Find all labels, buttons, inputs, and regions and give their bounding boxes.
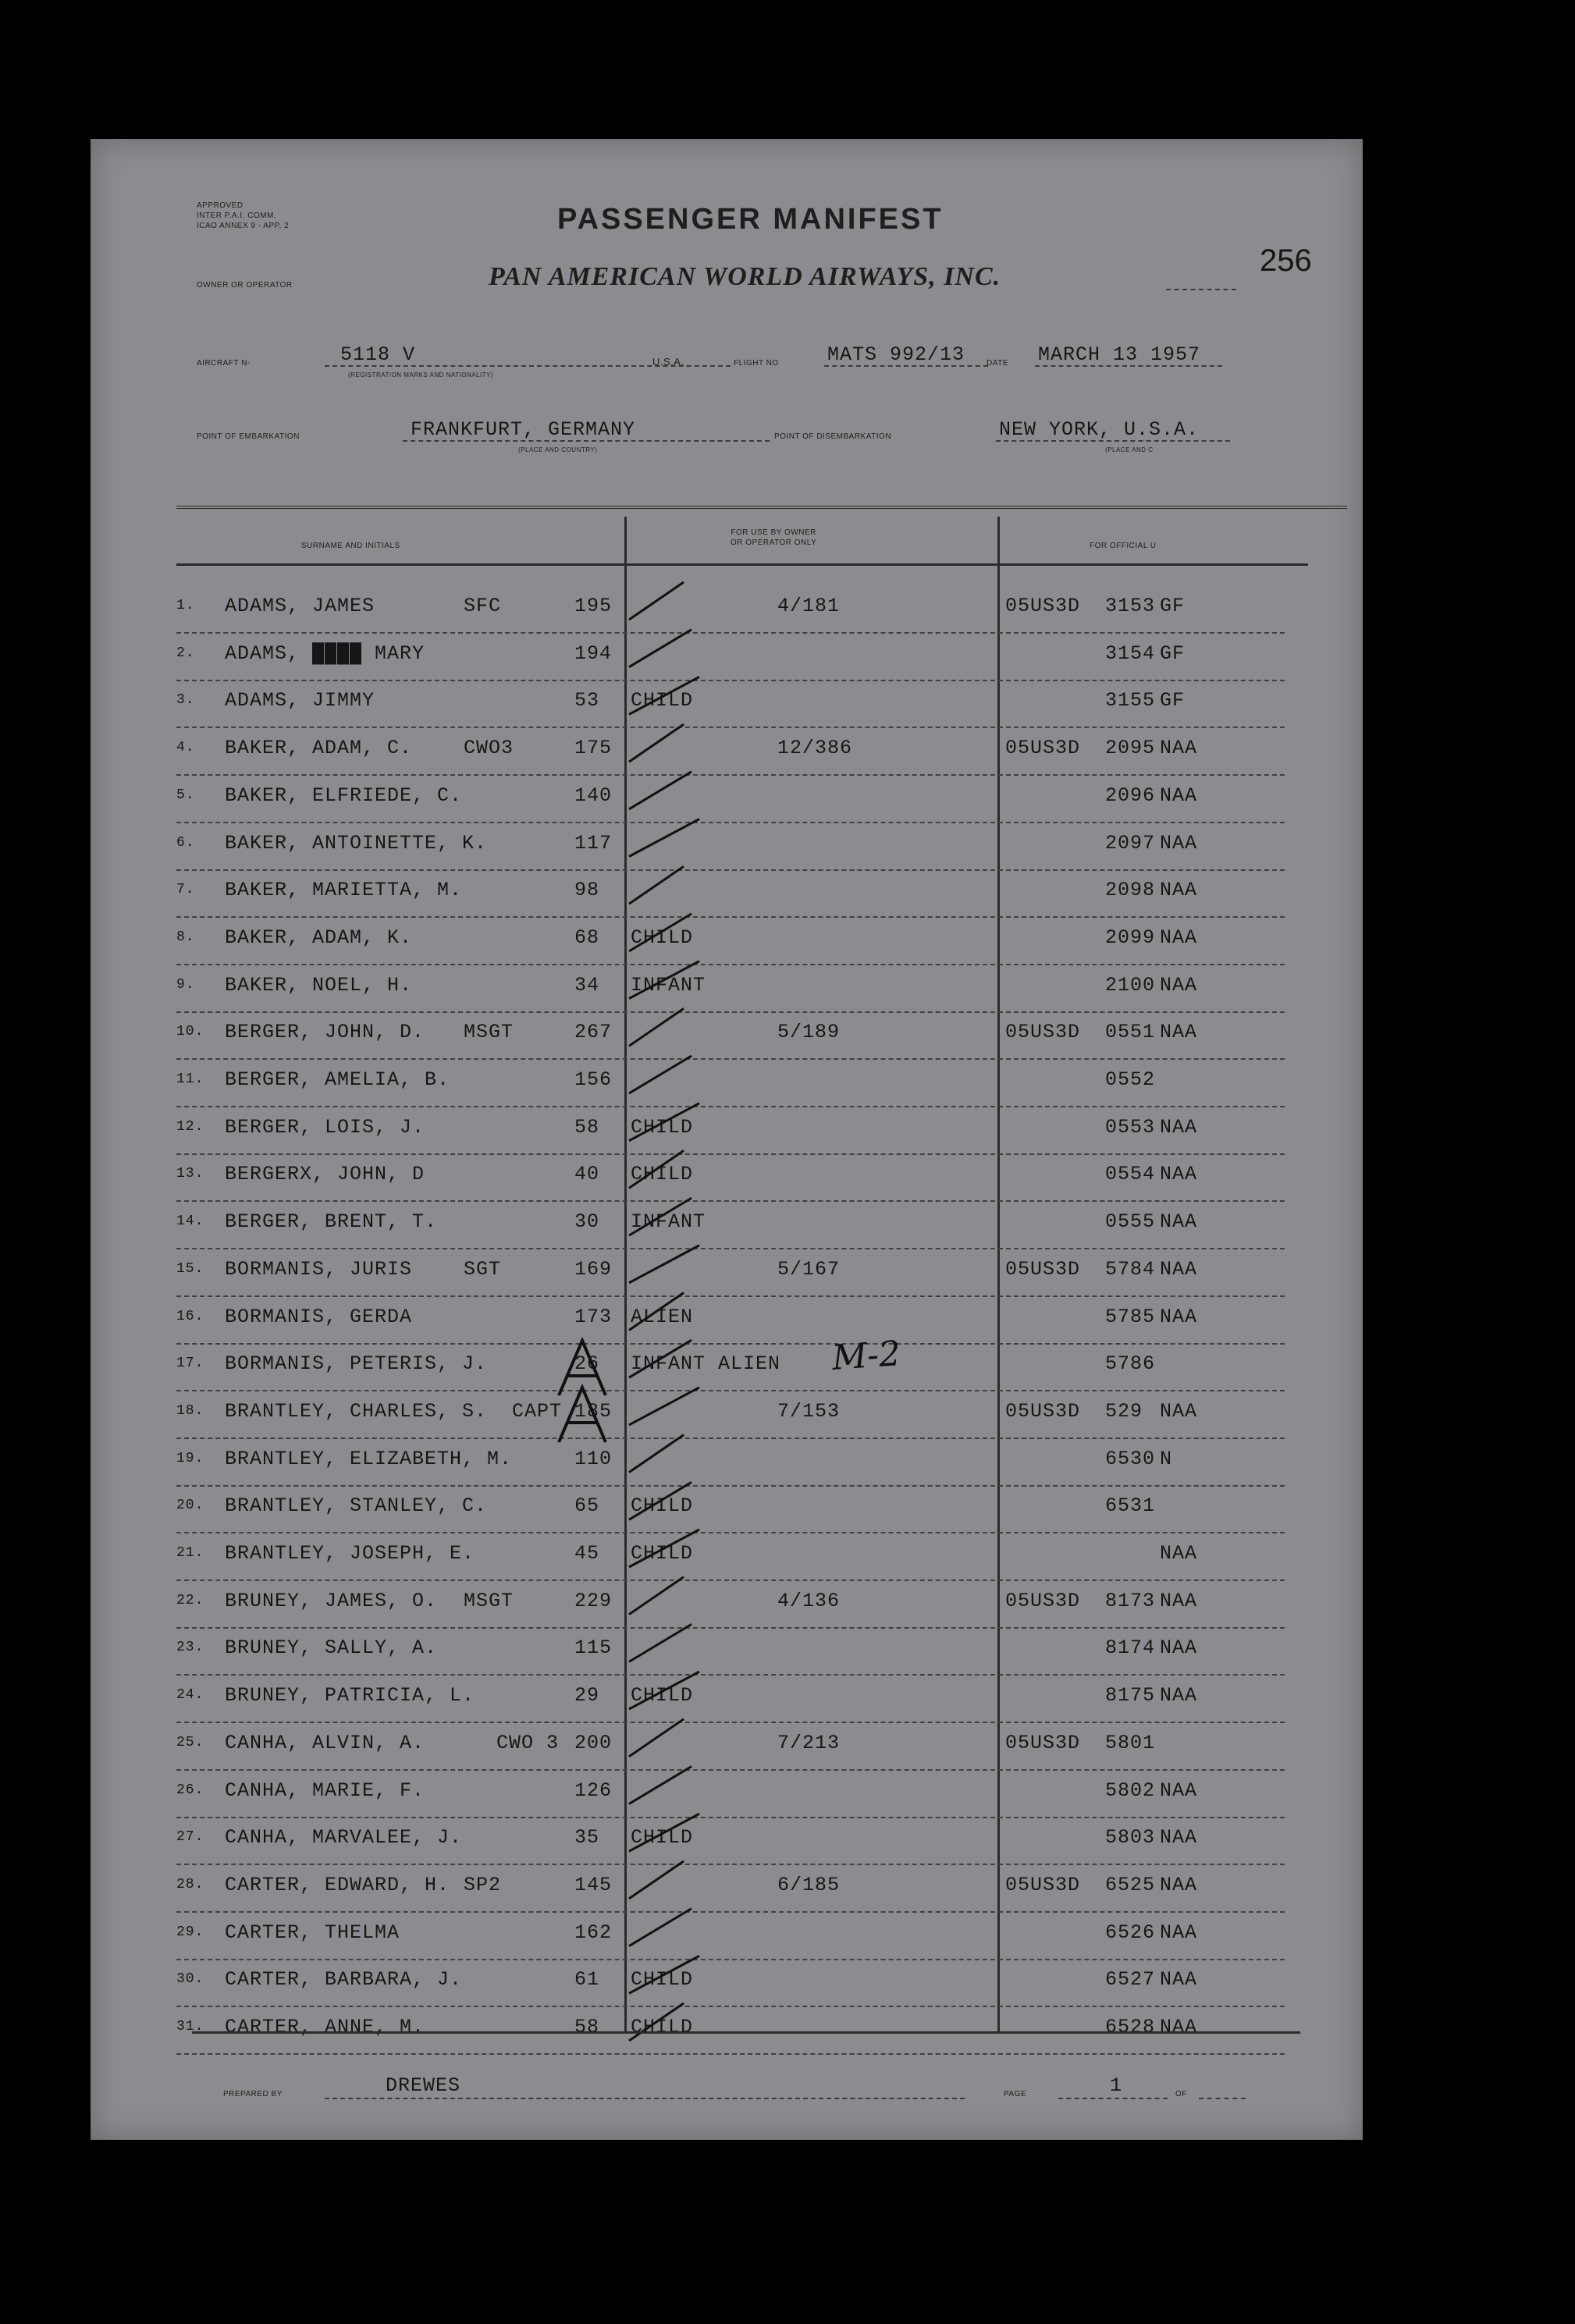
- row-number: 15.: [176, 1260, 204, 1277]
- check-mark: [629, 914, 692, 951]
- passenger-note: INFANT ALIEN: [631, 1352, 781, 1376]
- official-suffix: N: [1160, 1447, 1173, 1470]
- row-number: 5.: [176, 787, 195, 803]
- passenger-note: INFANT: [631, 1210, 706, 1234]
- passenger-name: BERGER, JOHN, D.: [225, 1021, 425, 1044]
- official-suffix: NAA: [1160, 1921, 1198, 1944]
- passenger-weight: 156: [574, 1068, 613, 1091]
- operator-name: PAN AMERICAN WORLD AIRWAYS, INC.: [489, 262, 1001, 291]
- passenger-name: BERGER, LOIS, J.: [225, 1115, 425, 1139]
- owner-label: OWNER OR OPERATOR: [197, 281, 293, 290]
- passenger-weight: 145: [574, 1873, 613, 1896]
- official-code: 2095: [1105, 737, 1156, 760]
- official-ref: 05US3D: [1005, 1399, 1081, 1423]
- row-number: 21.: [176, 1545, 204, 1561]
- passenger-weight: 40: [574, 1163, 600, 1186]
- official-suffix: GF: [1160, 595, 1186, 617]
- official-suffix: GF: [1160, 689, 1186, 712]
- official-code: 5784: [1105, 1257, 1156, 1281]
- passenger-weight: 68: [574, 926, 600, 949]
- official-suffix: NAA: [1160, 1210, 1198, 1234]
- passenger-note: CHILD: [631, 1826, 694, 1850]
- official-code: 6531: [1105, 1494, 1156, 1518]
- official-code: 3154: [1105, 641, 1156, 665]
- official-suffix: NAA: [1160, 926, 1198, 949]
- official-suffix: NAA: [1160, 1779, 1198, 1802]
- check-mark: [629, 677, 699, 714]
- official-code: 8175: [1105, 1684, 1156, 1707]
- check-mark: [629, 1956, 699, 1993]
- row-number: 6.: [176, 834, 195, 851]
- passenger-note: CHILD: [631, 1115, 694, 1139]
- group-number: 5/189: [777, 1021, 841, 1044]
- passenger-name: ADAMS, JAMES: [225, 595, 375, 617]
- group-number: 5/167: [777, 1257, 841, 1281]
- passenger-name: BAKER, ADAM, C.: [225, 737, 413, 760]
- official-suffix: NAA: [1160, 1305, 1198, 1328]
- row-number: 3.: [176, 692, 195, 709]
- official-suffix: NAA: [1160, 784, 1198, 807]
- passenger-note: CHILD: [631, 689, 694, 712]
- row-number: 18.: [176, 1402, 204, 1419]
- passenger-weight: 61: [574, 1968, 600, 1992]
- passenger-note: CHILD: [631, 2016, 694, 2038]
- passenger-note: ALIEN: [631, 1305, 694, 1328]
- row-number: 28.: [176, 1876, 204, 1892]
- check-mark: [629, 1435, 684, 1473]
- row-number: 16.: [176, 1308, 204, 1324]
- row-number: 29.: [176, 1924, 204, 1940]
- passenger-weight: 58: [574, 1115, 600, 1139]
- passenger-note: CHILD: [631, 1542, 694, 1565]
- row-number: 9.: [176, 976, 195, 993]
- row-number: 27.: [176, 1829, 204, 1846]
- check-mark: [629, 1340, 692, 1377]
- passenger-name: BERGERX, JOHN, D: [225, 1163, 425, 1186]
- passenger-weight: 194: [574, 641, 613, 665]
- passenger-weight: 175: [574, 737, 613, 760]
- row-number: 30.: [176, 1971, 204, 1988]
- passenger-rank: SFC: [464, 595, 502, 617]
- passenger-weight: 65: [574, 1494, 600, 1518]
- row-number: 25.: [176, 1734, 204, 1750]
- disembark-label: POINT OF DISEMBARKATION: [774, 432, 892, 441]
- manifest-title: PASSENGER MANIFEST: [557, 203, 944, 236]
- col-surname: SURNAME AND INITIALS: [301, 542, 400, 550]
- official-code: 2098: [1105, 879, 1156, 902]
- official-code: 6527: [1105, 1968, 1156, 1992]
- row-number: 17.: [176, 1356, 204, 1372]
- group-number: 12/386: [777, 737, 853, 760]
- passenger-weight: 110: [574, 1447, 613, 1470]
- official-suffix: NAA: [1160, 1399, 1198, 1423]
- check-mark: [629, 772, 692, 809]
- official-code: 2099: [1105, 926, 1156, 949]
- check-mark: [629, 1861, 684, 1899]
- prepared-by: DREWES: [386, 2074, 461, 2097]
- passenger-weight: 26: [574, 1352, 600, 1376]
- row-number: 11.: [176, 1071, 204, 1087]
- passenger-name: CARTER, ANNE, M.: [225, 2016, 425, 2038]
- passenger-name: BAKER, NOEL, H.: [225, 973, 413, 997]
- row-number: 19.: [176, 1450, 204, 1466]
- official-code: 2100: [1105, 973, 1156, 997]
- row-number: 13.: [176, 1166, 204, 1182]
- passenger-name: BRANTLEY, JOSEPH, E.: [225, 1542, 475, 1565]
- passenger-weight: 185: [574, 1399, 613, 1423]
- group-number: 4/181: [777, 595, 841, 617]
- flight-label: FLIGHT NO: [734, 359, 779, 368]
- official-ref: 05US3D: [1005, 595, 1081, 617]
- check-mark: [629, 1388, 699, 1425]
- check-mark: [629, 1577, 684, 1615]
- row-number: 10.: [176, 1024, 204, 1040]
- approval-line-1: APPROVED: [197, 201, 244, 210]
- passenger-weight: 126: [574, 1779, 613, 1802]
- row-number: 2.: [176, 645, 195, 661]
- check-mark: [629, 1767, 692, 1804]
- passenger-name: BORMANIS, GERDA: [225, 1305, 413, 1328]
- official-suffix: NAA: [1160, 1873, 1198, 1896]
- group-number: 7/213: [777, 1731, 841, 1754]
- row-number: 23.: [176, 1640, 204, 1656]
- group-number: 4/136: [777, 1589, 841, 1612]
- nationality: U.S.A.: [652, 356, 684, 368]
- check-mark: [629, 1814, 699, 1851]
- official-suffix: NAA: [1160, 1826, 1198, 1850]
- aircraft-value: 5118 V: [340, 343, 416, 366]
- passenger-note: CHILD: [631, 1968, 694, 1992]
- official-suffix: NAA: [1160, 1636, 1198, 1660]
- registration-note: (REGISTRATION MARKS AND NATIONALITY): [348, 371, 494, 378]
- passenger-rank: SP2: [464, 1873, 502, 1896]
- passenger-weight: 35: [574, 1826, 600, 1850]
- check-mark: [629, 819, 699, 857]
- group-number: 6/185: [777, 1873, 841, 1896]
- passenger-weight: 140: [574, 784, 613, 807]
- check-mark: [629, 630, 692, 667]
- passenger-name: BORMANIS, PETERIS, J.: [225, 1352, 488, 1376]
- passenger-name: BERGER, BRENT, T.: [225, 1210, 438, 1234]
- passenger-name: CANHA, ALVIN, A.: [225, 1731, 425, 1754]
- row-number: 7.: [176, 882, 195, 898]
- passenger-weight: 169: [574, 1257, 613, 1281]
- passenger-note: CHILD: [631, 1163, 694, 1186]
- passenger-name: BAKER, MARIETTA, M.: [225, 879, 463, 902]
- row-number: 24.: [176, 1687, 204, 1704]
- official-ref: 05US3D: [1005, 1873, 1081, 1896]
- place-note-right: (PLACE AND C: [1105, 446, 1154, 453]
- official-ref: 05US3D: [1005, 1731, 1081, 1754]
- official-code: 2097: [1105, 831, 1156, 855]
- official-suffix: GF: [1160, 641, 1186, 665]
- official-suffix: NAA: [1160, 831, 1198, 855]
- official-code: 5786: [1105, 1352, 1156, 1376]
- check-mark: [629, 2003, 684, 2041]
- passenger-weight: 173: [574, 1305, 613, 1328]
- passenger-note: CHILD: [631, 926, 694, 949]
- passenger-name: BAKER, ANTOINETTE, K.: [225, 831, 488, 855]
- passenger-name: CARTER, THELMA: [225, 1921, 400, 1944]
- official-ref: 05US3D: [1005, 1589, 1081, 1612]
- col-owner-use: FOR USE BY OWNER OR OPERATOR ONLY: [731, 528, 817, 547]
- check-mark: [629, 1293, 684, 1331]
- check-mark: [629, 1103, 699, 1141]
- date-label: DATE: [987, 359, 1008, 368]
- passenger-weight: 229: [574, 1589, 613, 1612]
- passenger-name: CARTER, BARBARA, J.: [225, 1968, 463, 1992]
- official-code: 5803: [1105, 1826, 1156, 1850]
- check-mark: [629, 1719, 684, 1757]
- official-code: 529: [1105, 1399, 1143, 1423]
- official-code: 5802: [1105, 1779, 1156, 1802]
- check-mark: [629, 582, 684, 620]
- approval-line-2: INTER P.A.I. COMM.: [197, 211, 277, 220]
- official-code: 0555: [1105, 1210, 1156, 1234]
- row-number: 22.: [176, 1592, 204, 1608]
- passenger-name: ADAMS, JIMMY: [225, 689, 375, 712]
- official-code: 8174: [1105, 1636, 1156, 1660]
- passenger-name: BRANTLEY, CHARLES, S.: [225, 1399, 488, 1423]
- manifest-sheet: [91, 139, 1363, 2140]
- check-mark: [629, 1624, 692, 1661]
- passenger-name: BAKER, ADAM, K.: [225, 926, 413, 949]
- official-suffix: NAA: [1160, 737, 1198, 760]
- official-code: 0551: [1105, 1021, 1156, 1044]
- passenger-weight: 117: [574, 831, 613, 855]
- check-mark: [629, 724, 684, 762]
- passenger-name: CANHA, MARVALEE, J.: [225, 1826, 463, 1850]
- check-mark: [629, 1246, 699, 1283]
- approval-line-3: ICAO ANNEX 9 - APP. 2: [197, 222, 290, 230]
- passenger-weight: 45: [574, 1542, 600, 1565]
- official-code: 0552: [1105, 1068, 1156, 1091]
- check-mark: [629, 1198, 692, 1235]
- official-suffix: NAA: [1160, 1257, 1198, 1281]
- official-code: 6526: [1105, 1921, 1156, 1944]
- page-label: PAGE: [1004, 2090, 1027, 2098]
- check-mark: [629, 1482, 692, 1519]
- check-marks: [91, 139, 1363, 2140]
- page-number: 256: [1260, 243, 1312, 278]
- passenger-name: BRANTLEY, STANLEY, C.: [225, 1494, 488, 1518]
- passenger-weight: 195: [574, 595, 613, 617]
- passenger-weight: 34: [574, 973, 600, 997]
- official-ref: 05US3D: [1005, 1257, 1081, 1281]
- official-code: 2096: [1105, 784, 1156, 807]
- prepared-label: PREPARED BY: [223, 2090, 283, 2098]
- alien-mark: [559, 1388, 606, 1442]
- passenger-weight: 30: [574, 1210, 600, 1234]
- official-code: 5801: [1105, 1731, 1156, 1754]
- passenger-name: BAKER, ELFRIEDE, C.: [225, 784, 463, 807]
- passenger-name: BRUNEY, PATRICIA, L.: [225, 1684, 475, 1707]
- official-ref: 05US3D: [1005, 1021, 1081, 1044]
- official-code: 3155: [1105, 689, 1156, 712]
- date-value: MARCH 13 1957: [1038, 343, 1201, 366]
- passenger-rank: CWO3: [464, 737, 514, 760]
- passenger-name: BRUNEY, SALLY, A.: [225, 1636, 438, 1660]
- official-code: 8173: [1105, 1589, 1156, 1612]
- passenger-weight: 58: [574, 2016, 600, 2038]
- official-suffix: NAA: [1160, 973, 1198, 997]
- row-number: 1.: [176, 598, 195, 613]
- passenger-name: CARTER, EDWARD, H.: [225, 1873, 450, 1896]
- official-suffix: NAA: [1160, 1021, 1198, 1044]
- check-mark: [629, 1150, 684, 1188]
- official-ref: 05US3D: [1005, 737, 1081, 760]
- passenger-rank: MSGT: [464, 1589, 514, 1612]
- check-mark: [629, 1672, 699, 1709]
- flight-value: MATS 992/13: [827, 343, 965, 366]
- embark-label: POINT OF EMBARKATION: [197, 432, 300, 441]
- passenger-weight: 267: [574, 1021, 613, 1044]
- passenger-name: CANHA, MARIE, F.: [225, 1779, 425, 1802]
- passenger-note: CHILD: [631, 1494, 694, 1518]
- official-suffix: NAA: [1160, 879, 1198, 902]
- passenger-rank: CAPT: [512, 1399, 563, 1423]
- row-number: 26.: [176, 1782, 204, 1798]
- passenger-weight: 200: [574, 1731, 613, 1754]
- official-code: 6525: [1105, 1873, 1156, 1896]
- passenger-rank: SGT: [464, 1257, 502, 1281]
- check-mark: [629, 1909, 692, 1946]
- official-code: 3153: [1105, 595, 1156, 617]
- col-official: FOR OFFICIAL U: [1090, 542, 1157, 550]
- row-number: 4.: [176, 740, 195, 756]
- official-suffix: NAA: [1160, 1542, 1198, 1565]
- official-suffix: NAA: [1160, 2016, 1198, 2038]
- place-note: (PLACE AND COUNTRY): [518, 446, 598, 453]
- passenger-weight: 53: [574, 689, 600, 712]
- row-number: 20.: [176, 1498, 204, 1514]
- official-suffix: NAA: [1160, 1968, 1198, 1992]
- aircraft-label: AIRCRAFT N-: [197, 359, 251, 368]
- passenger-weight: 162: [574, 1921, 613, 1944]
- passenger-name: BERGER, AMELIA, B.: [225, 1068, 450, 1091]
- passenger-weight: 115: [574, 1636, 613, 1660]
- passenger-rank: CWO 3: [496, 1731, 560, 1754]
- of-label: OF: [1175, 2090, 1187, 2098]
- row-number: 8.: [176, 929, 195, 945]
- passenger-weight: 98: [574, 879, 600, 902]
- official-suffix: NAA: [1160, 1684, 1198, 1707]
- row-number: 31.: [176, 2019, 204, 2034]
- official-suffix: NAA: [1160, 1163, 1198, 1186]
- embark-value: FRANKFURT, GERMANY: [411, 418, 636, 441]
- passenger-name: BORMANIS, JURIS: [225, 1257, 413, 1281]
- check-mark: [629, 866, 684, 904]
- official-code: 0553: [1105, 1115, 1156, 1139]
- passenger-weight: 29: [574, 1684, 600, 1707]
- official-code: 5785: [1105, 1305, 1156, 1328]
- page-value: 1: [1110, 2074, 1123, 2097]
- passenger-rank: MSGT: [464, 1021, 514, 1044]
- row-number: 12.: [176, 1118, 204, 1135]
- disembark-value: NEW YORK, U.S.A.: [999, 418, 1200, 441]
- passenger-note: CHILD: [631, 1684, 694, 1707]
- passenger-name: BRANTLEY, ELIZABETH, M.: [225, 1447, 513, 1470]
- passenger-note: INFANT: [631, 973, 706, 997]
- official-code: 0554: [1105, 1163, 1156, 1186]
- check-mark: [629, 1008, 684, 1046]
- official-suffix: NAA: [1160, 1589, 1198, 1612]
- check-mark: [629, 1530, 699, 1567]
- group-number: 7/153: [777, 1399, 841, 1423]
- check-mark: [629, 961, 699, 999]
- passenger-name: ADAMS, ████ MARY: [225, 641, 425, 665]
- official-code: 6528: [1105, 2016, 1156, 2038]
- official-suffix: NAA: [1160, 1115, 1198, 1139]
- official-code: 6530: [1105, 1447, 1156, 1470]
- check-mark: [629, 1056, 692, 1093]
- passenger-name: BRUNEY, JAMES, O.: [225, 1589, 438, 1612]
- row-number: 14.: [176, 1214, 204, 1230]
- handwritten-mark: M-2: [830, 1333, 902, 1379]
